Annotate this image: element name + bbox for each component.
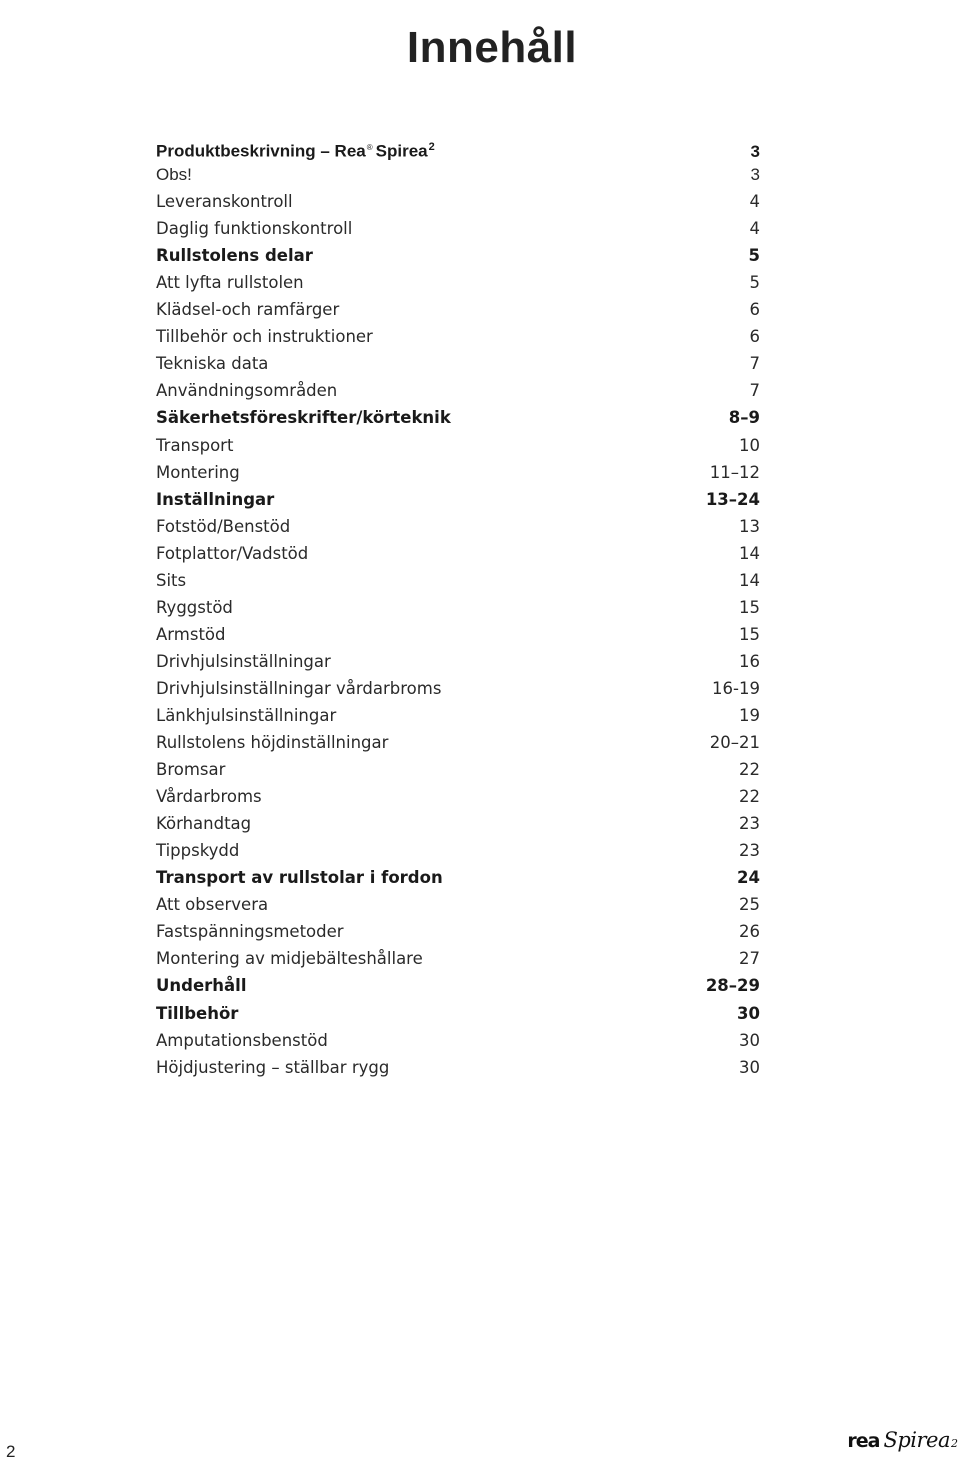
toc-entry-page: 6 (749, 300, 760, 320)
toc-entry (156, 269, 760, 296)
toc-entry-label: Leveranskontroll (156, 192, 293, 212)
toc-entry-page: 4 (749, 192, 760, 212)
toc-entry (156, 513, 760, 540)
page-number: 2 (6, 1442, 16, 1461)
toc-entry-label: Tekniska data (156, 354, 269, 374)
toc-entry-label: Klädsel-och ramfärger (156, 300, 340, 320)
toc-entry (156, 350, 760, 377)
toc-entry (156, 864, 760, 891)
toc-entry-page: 3 (750, 141, 760, 161)
toc-entry (156, 594, 760, 621)
toc-entry-label: Rullstolens höjdinställningar (156, 733, 389, 753)
toc-entry-label: Montering (156, 462, 240, 482)
toc-entry (156, 810, 760, 837)
toc-entry-label: Tippskydd (156, 841, 240, 861)
toc-entry-page: 10 (739, 435, 760, 455)
toc-entry-page: 22 (739, 787, 760, 807)
toc-entry-page: 14 (739, 543, 760, 563)
toc-entry-page: 23 (739, 814, 760, 834)
toc-entry-label: Underhåll (156, 976, 247, 996)
toc-entry-page: 5 (748, 246, 760, 266)
toc-entry-page: 6 (749, 327, 760, 347)
toc-entry (156, 891, 760, 918)
toc-entry (156, 1027, 760, 1054)
toc-entry (156, 675, 760, 702)
toc-entry-label: Säkerhetsföreskrifter/körteknik (156, 408, 451, 428)
toc-entry-page: 3 (750, 165, 760, 185)
toc-entry-label: Bromsar (156, 760, 226, 780)
toc-entry-page: 4 (749, 219, 760, 239)
toc-entry (156, 702, 760, 729)
toc-entry-label: Sits (156, 570, 187, 590)
toc-entry-label: Armstöd (156, 624, 226, 644)
toc-entry-product-description (156, 134, 760, 161)
logo-superscript: 2 (951, 1437, 958, 1450)
toc-entry-label: Inställningar (156, 489, 275, 509)
toc-entry-label: Att lyfta rullstolen (156, 273, 304, 293)
toc-entry (156, 296, 760, 323)
toc-entry-label: Transport (156, 435, 234, 455)
toc-entry-label: Montering av midjebälteshållare (156, 949, 423, 969)
toc-entry-label: Körhandtag (156, 814, 252, 834)
toc-entry (156, 945, 760, 972)
toc-entry-page: 15 (739, 597, 760, 617)
toc-entry-page: 26 (739, 922, 760, 942)
toc-entry-label: Produktbeskrivning – Rea® Spirea$^2$ (156, 141, 435, 161)
toc-entry-page: 13 (739, 516, 760, 536)
toc-entry (156, 918, 760, 945)
toc-entry (156, 242, 760, 269)
toc-entry-label: Fotstöd/Benstöd (156, 516, 291, 536)
toc-entry (156, 432, 760, 459)
toc-entry (156, 567, 760, 594)
toc-entry-label: Obs! (156, 165, 192, 185)
toc-entry (156, 756, 760, 783)
toc-entry (156, 837, 760, 864)
toc-entry (156, 188, 760, 215)
rea-spirea-logo (847, 1428, 958, 1458)
toc-entry-page: 15 (739, 624, 760, 644)
toc-entry (156, 459, 760, 486)
toc-entry-label: Länkhjulsinställningar (156, 705, 337, 725)
toc-entry-page: 27 (739, 949, 760, 969)
toc-entry-label: Drivhjulsinställningar vårdarbroms (156, 678, 442, 698)
toc-entry-label: Fotplattor/Vadstöd (156, 543, 309, 563)
toc-entry (156, 972, 760, 999)
toc-entry-label: Tillbehör (156, 1003, 239, 1023)
superscript-2: 2 (428, 141, 435, 153)
toc-entry (156, 648, 760, 675)
toc-entry-label: Tillbehör och instruktioner (156, 327, 373, 347)
toc-entry-page: 23 (739, 841, 760, 861)
toc-entry-label: Amputationsbenstöd (156, 1030, 328, 1050)
toc-entry-page: 14 (739, 570, 760, 590)
toc-entry-label: Drivhjulsinställningar (156, 651, 331, 671)
toc-entry (156, 729, 760, 756)
toc-entry-page: 30 (737, 1003, 760, 1023)
toc-entry-page: 19 (739, 705, 760, 725)
toc-entry-page: 8–9 (728, 408, 760, 428)
toc-entry-page: 22 (739, 760, 760, 780)
toc-entry-page: 20–21 (709, 733, 760, 753)
toc-entry (156, 1054, 760, 1081)
logo-brand: rea (847, 1430, 880, 1452)
toc-entry (156, 215, 760, 242)
toc-entry-page: 25 (739, 895, 760, 915)
toc-entry-label: Transport av rullstolar i fordon (156, 868, 443, 888)
toc-entry-page: 16-19 (712, 678, 760, 698)
toc-entry-page: 7 (749, 381, 760, 401)
toc-entry-page: 5 (749, 273, 760, 293)
toc-entry-page: 28–29 (705, 976, 760, 996)
toc-entry-label: Ryggstöd (156, 597, 233, 617)
toc-entry-label: Rullstolens delar (156, 246, 313, 266)
toc-entry-page: 30 (739, 1057, 760, 1077)
toc-entry (156, 1000, 760, 1027)
toc-entry (156, 377, 760, 404)
toc-entry-label: Vårdarbroms (156, 787, 262, 807)
toc-entry (156, 540, 760, 567)
toc-entry-page: 13–24 (705, 489, 760, 509)
registered-mark: ® (366, 143, 373, 152)
toc-entry-page: 16 (739, 651, 760, 671)
toc-entry (156, 161, 760, 188)
toc-entry-page: 11–12 (709, 462, 760, 482)
toc-entry (156, 404, 760, 431)
table-of-contents (156, 134, 760, 1081)
toc-entry-page: 24 (737, 868, 760, 888)
page-title: Innehåll (406, 23, 578, 73)
toc-entry-page: 7 (749, 354, 760, 374)
toc-entry (156, 486, 760, 513)
toc-entry (156, 323, 760, 350)
toc-entry-label: Användningsområden (156, 381, 338, 401)
toc-entry-label: Att observera (156, 895, 269, 915)
toc-entry-page: 30 (739, 1030, 760, 1050)
toc-entry (156, 621, 760, 648)
toc-entry-label: Höjdjustering – ställbar rygg (156, 1057, 390, 1077)
toc-entry (156, 783, 760, 810)
toc-entry-label: Daglig funktionskontroll (156, 219, 353, 239)
logo-product: Spirea (883, 1428, 950, 1452)
toc-entry-label: Fastspänningsmetoder (156, 922, 344, 942)
